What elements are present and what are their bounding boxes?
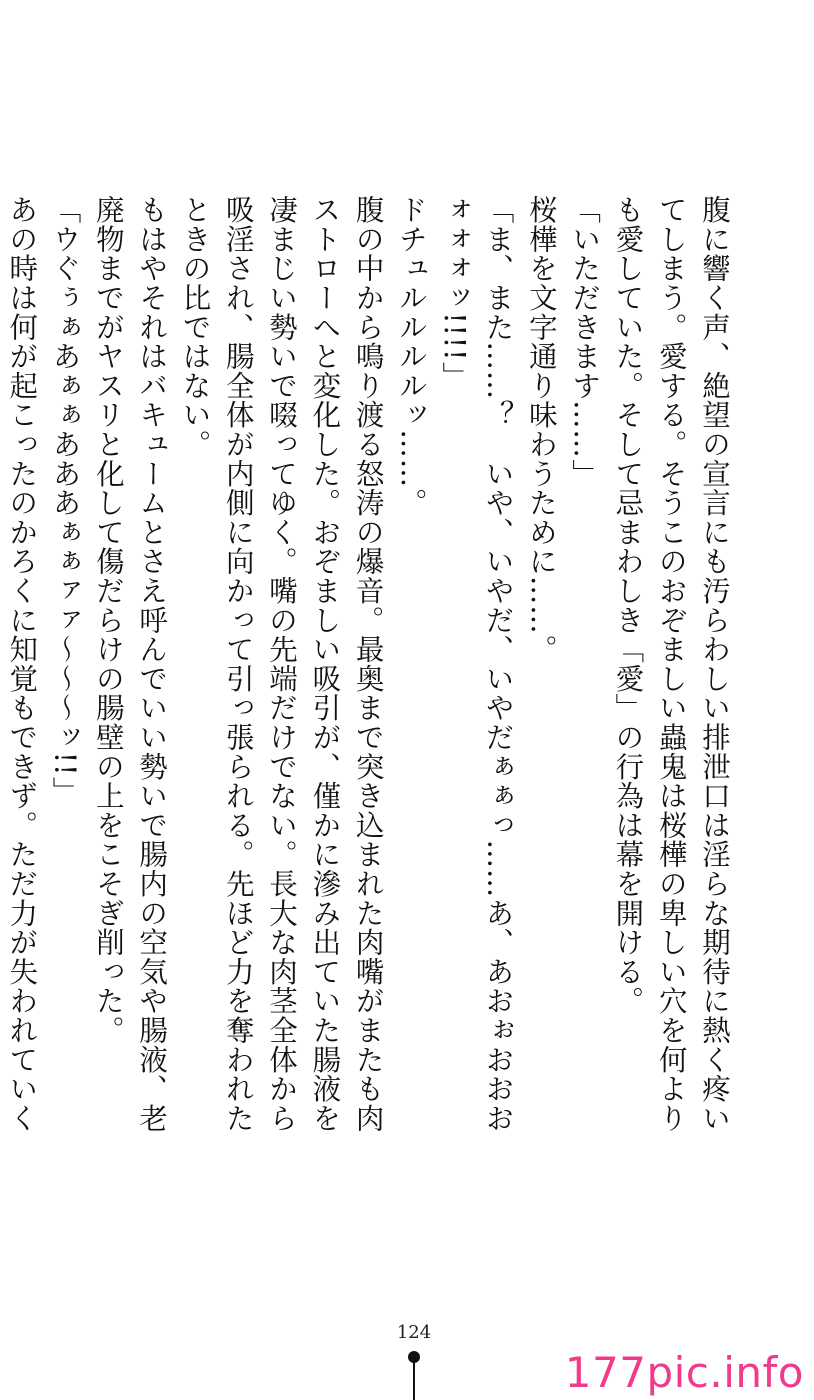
vertical-text-body (0, 195, 736, 1155)
paragraph: 腹の中から鳴り渡る怒涛の爆音。最奥まで突き込まれた肉嘴がまたも肉ストローへと変化した。おぞましい吸引が、僅かに滲み出ていた腸液を凄まじい勢いで啜ってゆく。嘴の先端だけでない。長大な肉茎全体から吸淫され、腸全体が内側に向かって引っ張られる。先ほど力を奪われたときの比ではない。 (178, 195, 385, 1133)
watermark-text: 177pic.info (564, 1348, 804, 1397)
page-marker-line (413, 1362, 415, 1400)
paragraph: 「ま、また……？ いや、いやだ、いやだぁぁっ……あ、あおぉおおおォォォッ!!!!」 (438, 195, 515, 1133)
paragraph: 「いただきます……」 (568, 195, 602, 488)
paragraph: ドチュルルルルッ……。 (394, 195, 428, 518)
paragraph: もはやそれはバキュームとさえ呼んでいい勢いで腸内の空気や腸液、老廃物までがヤスリと化して傷だらけの腸壁の上をこそぎ削った。 (91, 195, 169, 1133)
page-number: 124 (396, 1322, 432, 1343)
paragraph: 腹に響く声、絶望の宣言にも汚らわしい排泄口は淫らな期待に熱く疼いてしまう。愛する。そうこのおぞましい蟲鬼は桜樺の卑しい穴を何よりも愛していた。そして忌まわしき「愛」の行為は幕を開ける。 (611, 195, 731, 1133)
paragraph: あの時は何が起こったのかろくに知覚もできず。ただ力が失われていく (5, 195, 39, 1133)
paragraph: 桜樺を文字通り味わうために……。 (524, 195, 558, 664)
paragraph: 「ウぐぅぁあぁぁあああぁぁァァ〜〜〜ッ!!」 (48, 195, 82, 806)
